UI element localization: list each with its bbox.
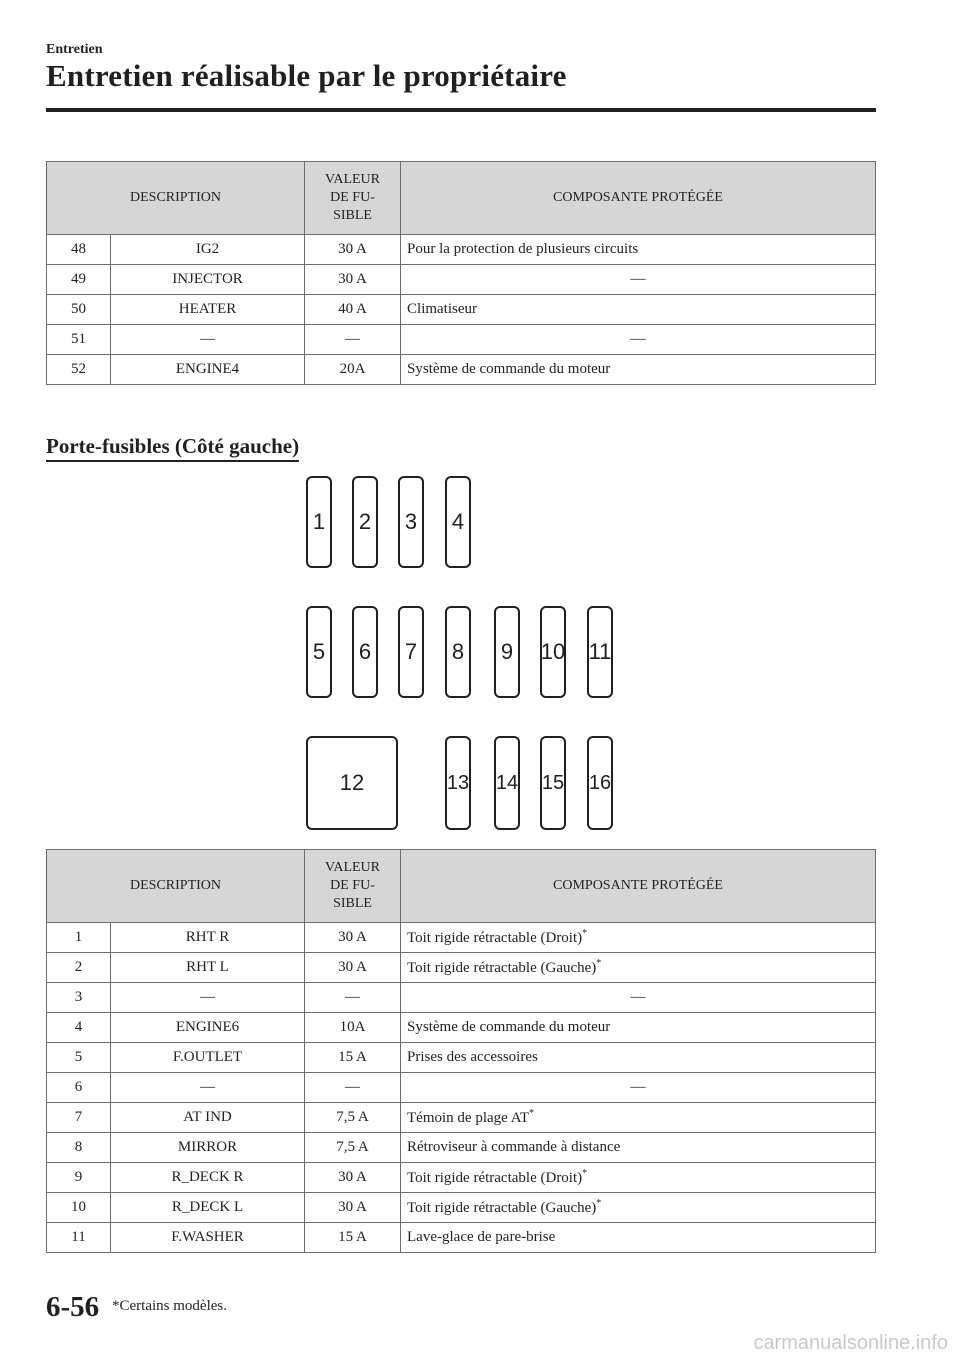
table-row [47, 325, 876, 355]
fuse-value: 30 A [305, 235, 401, 265]
fuse-16: 16 [587, 736, 613, 830]
fuse-1: 1 [306, 476, 332, 568]
fuse-15: 15 [540, 736, 566, 830]
protected-component: Toit rigide rétractable (Gauche)* [401, 1193, 876, 1223]
fuse-number: 48 [47, 235, 111, 265]
section-label: Entretien [46, 42, 103, 57]
fuse-description: INJECTOR [111, 265, 305, 295]
protected-component: Toit rigide rétractable (Gauche)* [401, 953, 876, 983]
protected-component: — [401, 983, 876, 1013]
protected-component: — [401, 1073, 876, 1103]
fuse-3: 3 [398, 476, 424, 568]
fuse-value: — [305, 325, 401, 355]
title-rule [46, 108, 876, 112]
fuse-value: 30 A [305, 265, 401, 295]
fuse-6: 6 [352, 606, 378, 698]
table-row [47, 355, 876, 385]
fuse-description: F.OUTLET [111, 1043, 305, 1073]
table2-body [47, 923, 876, 1253]
page-title: Entretien réalisable par le propriétaire [46, 58, 567, 93]
fuse-description: IG2 [111, 235, 305, 265]
protected-component: Rétroviseur à commande à distance [401, 1133, 876, 1163]
fuse-value: 30 A [305, 1193, 401, 1223]
fuse-number: 49 [47, 265, 111, 295]
fuse-value: 15 A [305, 1043, 401, 1073]
table-row [47, 235, 876, 265]
fuse-5: 5 [306, 606, 332, 698]
table-row [47, 1193, 876, 1223]
header-fuse-value: VALEUR DE FU- SIBLE [305, 162, 401, 235]
fuse-14: 14 [494, 736, 520, 830]
fuse-description: MIRROR [111, 1133, 305, 1163]
fuse-13: 13 [445, 736, 471, 830]
protected-component: — [401, 265, 876, 295]
header-component: COMPOSANTE PROTÉGÉE [401, 162, 876, 235]
fuse-11: 11 [587, 606, 613, 698]
watermark: carmanualsonline.info [753, 1332, 948, 1354]
fuse-value: — [305, 1073, 401, 1103]
table-row [47, 295, 876, 325]
fuse-description: — [111, 1073, 305, 1103]
fuse-value: 20A [305, 355, 401, 385]
fuse-number: 9 [47, 1163, 111, 1193]
protected-component: Système de commande du moteur [401, 1013, 876, 1043]
header-description: DESCRIPTION [47, 850, 305, 923]
fuse-8: 8 [445, 606, 471, 698]
fuse-description: — [111, 983, 305, 1013]
fuse-value: 7,5 A [305, 1133, 401, 1163]
fuse-number: 4 [47, 1013, 111, 1043]
table-row [47, 923, 876, 953]
fuse-4: 4 [445, 476, 471, 568]
header-component: COMPOSANTE PROTÉGÉE [401, 850, 876, 923]
footnote-star: * [529, 1108, 535, 1119]
fuse-value: 40 A [305, 295, 401, 325]
fuse-12: 12 [306, 736, 398, 830]
table-row [47, 983, 876, 1013]
table-row [47, 1133, 876, 1163]
fuse-10: 10 [540, 606, 566, 698]
fuse-number: 6 [47, 1073, 111, 1103]
fuse-2: 2 [352, 476, 378, 568]
fuse-description: HEATER [111, 295, 305, 325]
protected-component: Témoin de plage AT* [401, 1103, 876, 1133]
fuse-value: — [305, 983, 401, 1013]
fuse-number: 11 [47, 1223, 111, 1253]
table-header-row [47, 850, 876, 923]
table-row [47, 1043, 876, 1073]
fuse-table-engine [46, 161, 876, 385]
fuse-description: F.WASHER [111, 1223, 305, 1253]
subheading: Porte-fusibles (Côté gauche) [46, 434, 299, 462]
fuse-description: RHT R [111, 923, 305, 953]
protected-component: Climatiseur [401, 295, 876, 325]
protected-component: Lave-glace de pare-brise [401, 1223, 876, 1253]
table-row [47, 1103, 876, 1133]
table-row [47, 265, 876, 295]
protected-component: Système de commande du moteur [401, 355, 876, 385]
footnote: *Certains modèles. [112, 1298, 227, 1314]
fuse-description: RHT L [111, 953, 305, 983]
fuse-number: 51 [47, 325, 111, 355]
fuse-number: 3 [47, 983, 111, 1013]
header-description: DESCRIPTION [47, 162, 305, 235]
fuse-number: 50 [47, 295, 111, 325]
fuse-number: 52 [47, 355, 111, 385]
fuse-value: 30 A [305, 1163, 401, 1193]
fuse-9: 9 [494, 606, 520, 698]
protected-component: Prises des accessoires [401, 1043, 876, 1073]
fuse-number: 10 [47, 1193, 111, 1223]
protected-component: Pour la protection de plusieurs circuits [401, 235, 876, 265]
table-row [47, 953, 876, 983]
fuse-number: 1 [47, 923, 111, 953]
table1-body [47, 235, 876, 385]
fuse-value: 7,5 A [305, 1103, 401, 1133]
fuse-block-diagram [300, 474, 630, 834]
fuse-description: AT IND [111, 1103, 305, 1133]
fuse-number: 2 [47, 953, 111, 983]
footnote-star: * [582, 1168, 588, 1179]
fuse-table-left [46, 849, 876, 1253]
protected-component: Toit rigide rétractable (Droit)* [401, 1163, 876, 1193]
fuse-description: R_DECK L [111, 1193, 305, 1223]
fuse-number: 7 [47, 1103, 111, 1133]
fuse-number: 8 [47, 1133, 111, 1163]
fuse-description: R_DECK R [111, 1163, 305, 1193]
fuse-value: 10A [305, 1013, 401, 1043]
protected-component: Toit rigide rétractable (Droit)* [401, 923, 876, 953]
fuse-description: ENGINE6 [111, 1013, 305, 1043]
footnote-star: * [582, 928, 588, 939]
fuse-description: — [111, 325, 305, 355]
fuse-value: 30 A [305, 953, 401, 983]
table-row [47, 1163, 876, 1193]
footnote-star: * [596, 958, 602, 969]
fuse-7: 7 [398, 606, 424, 698]
fuse-number: 5 [47, 1043, 111, 1073]
fuse-value: 30 A [305, 923, 401, 953]
header-fuse-value: VALEUR DE FU- SIBLE [305, 850, 401, 923]
table-header-row [47, 162, 876, 235]
table-row [47, 1073, 876, 1103]
fuse-description: ENGINE4 [111, 355, 305, 385]
fuse-value: 15 A [305, 1223, 401, 1253]
protected-component: — [401, 325, 876, 355]
footnote-star: * [596, 1198, 602, 1209]
table-row [47, 1013, 876, 1043]
page-number: 6-56 [46, 1291, 100, 1323]
table-row [47, 1223, 876, 1253]
